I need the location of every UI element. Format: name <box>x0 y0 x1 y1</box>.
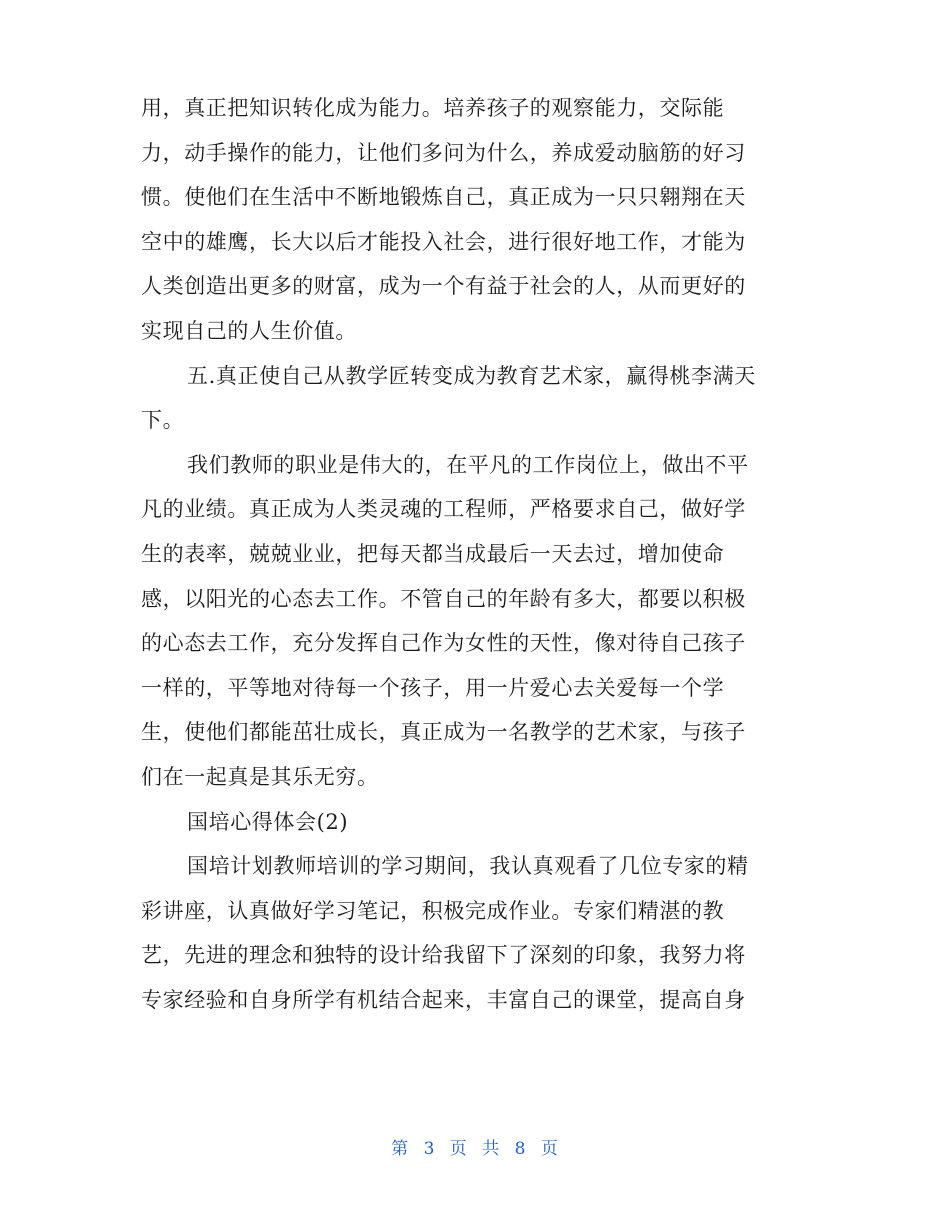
footer-suffix: 页 <box>540 1139 559 1159</box>
page-footer <box>0 1134 950 1159</box>
text-line: 实现自己的人生价值。 <box>141 318 357 343</box>
text-line: 用，真正把知识转化成为能力。培养孩子的观察能力，交际能 <box>141 96 725 120</box>
text-line: 专家经验和自身所学有机结合起来，丰富自己的课堂，提高自身 <box>141 987 746 1012</box>
text-line: 一样的，平等地对待每一个孩子，用一片爱心去关爱每一个学 <box>141 675 725 700</box>
footer-total-word: 共 <box>482 1139 501 1159</box>
text-line: 感，以阳光的心态去工作。不管自己的年龄有多大，都要以积极 <box>141 586 746 611</box>
text-line: 人类创造出更多的财富，成为一个有益于社会的人，从而更好的 <box>141 274 746 299</box>
text-line: 空中的雄鹰，长大以后才能投入社会，进行很好地工作，才能为 <box>141 229 746 254</box>
current-page-number: 3 <box>423 1139 436 1159</box>
text-line: 的心态去工作，充分发挥自己作为女性的天性，像对待自己孩子 <box>141 631 746 656</box>
paragraph-start: 国培计划教师培训的学习期间，我认真观看了几位专家的精 <box>187 854 749 879</box>
body-text <box>141 86 801 1022</box>
text-line: 力，动手操作的能力，让他们多问为什么，养成爱动脑筋的好习 <box>141 140 746 165</box>
text-line: 生，使他们都能茁壮成长，真正成为一名教学的艺术家，与孩子 <box>141 720 746 745</box>
subtitle: 国培心得体会(2) <box>187 809 349 834</box>
section-heading: 五.真正使自己从教学匠转变成为教育艺术家，赢得桃李满天 <box>187 363 756 388</box>
text-line: 们在一起真是其乐无穷。 <box>141 764 379 789</box>
text-line: 惯。使他们在生活中不断地锻炼自己，真正成为一只只翱翔在天 <box>141 185 746 210</box>
footer-prefix: 第 <box>391 1139 410 1159</box>
text-line: 彩讲座，认真做好学习笔记，积极完成作业。专家们精湛的教 <box>141 898 725 923</box>
footer-page-word: 页 <box>449 1139 468 1159</box>
total-page-number: 8 <box>514 1139 527 1159</box>
paragraph-start: 我们教师的职业是伟大的，在平凡的工作岗位上，做出不平 <box>187 452 749 477</box>
text-line: 艺，先进的理念和独特的设计给我留下了深刻的印象，我努力将 <box>141 943 746 968</box>
text-line: 凡的业绩。真正成为人类灵魂的工程师，严格要求自己，做好学 <box>141 497 746 522</box>
text-line: 下。 <box>141 408 185 433</box>
text-line: 生的表率，兢兢业业，把每天都当成最后一天去过，增加使命 <box>141 541 725 566</box>
